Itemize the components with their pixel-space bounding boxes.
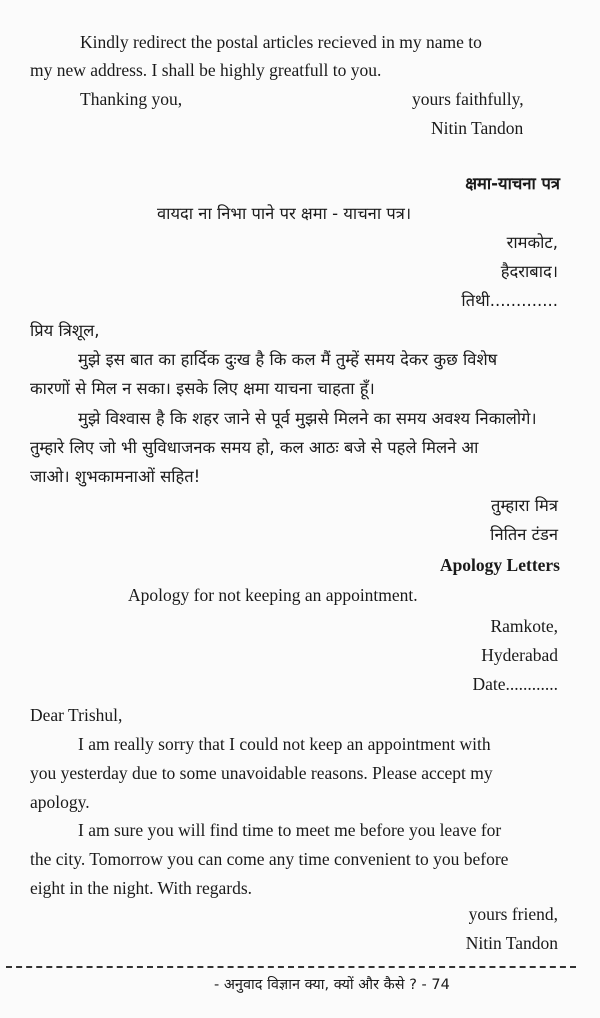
page-footer: - अनुवाद विज्ञान क्या, क्यों और कैसे ? - 74 (214, 977, 450, 993)
notice-sign-off: yours faithfully, (412, 89, 524, 109)
english-closing: yours friend, (468, 904, 558, 924)
english-body-line: I am sure you will find time to meet me before you leave for (78, 820, 502, 840)
hindi-date: तिथी............. (461, 291, 558, 310)
hindi-closing: तुम्हारा मित्र (491, 496, 558, 515)
english-address-line: Ramkote, (490, 616, 558, 636)
english-heading: Apology Letters (439, 555, 560, 575)
hindi-address-line: रामकोट, (506, 233, 558, 252)
notice-closing: Thanking you, (80, 89, 183, 109)
hindi-body-line: कारणों से मिल न सका। इसके लिए क्षमा याचना चाहता हूँ। (30, 379, 375, 398)
hindi-body-line: जाओ। शुभकामनाओं सहित! (30, 467, 201, 486)
english-salutation: Dear Trishul, (30, 705, 123, 725)
notice-signature: Nitin Tandon (431, 118, 524, 138)
english-body-line: the city. Tomorrow you can come any time convenient to you before (30, 849, 509, 869)
english-body-line: apology. (30, 792, 90, 812)
notice-body-line: my new address. I shall be highly greatfull to you. (30, 60, 382, 80)
hindi-address-line: हैदराबाद। (500, 262, 558, 281)
english-body-line: I am really sorry that I could not keep an appointment with (78, 734, 491, 754)
hindi-subject: वायदा ना निभा पाने पर क्षमा - याचना पत्र। (157, 204, 412, 223)
english-signature: Nitin Tandon (465, 933, 558, 953)
english-body-line: eight in the night. With regards. (30, 878, 253, 898)
english-address-line: Hyderabad (481, 645, 558, 665)
hindi-body-line: मुझे इस बात का हार्दिक दुःख है कि कल मैं तुम्हें समय देकर कुछ विशेष (78, 350, 498, 369)
notice-body-line: Kindly redirect the postal articles recieved in my name to (80, 32, 482, 52)
hindi-body-line: तुम्हारे लिए जो भी सुविधाजनक समय हो, कल आठः बजे से पहले मिलने आ (30, 438, 479, 457)
hindi-salutation: प्रिय त्रिशूल, (30, 321, 100, 340)
footer-divider (6, 966, 576, 968)
hindi-heading: क्षमा-याचना पत्र (465, 174, 560, 193)
english-date: Date............ (472, 674, 558, 694)
hindi-body-line: मुझे विश्वास है कि शहर जाने से पूर्व मुझसे मिलने का समय अवश्य निकालोगे। (78, 409, 537, 428)
english-subject: Apology for not keeping an appointment. (128, 585, 418, 605)
english-body-line: you yesterday due to some unavoidable reasons. Please accept my (30, 763, 493, 783)
hindi-signature: नितिन टंडन (490, 525, 558, 544)
